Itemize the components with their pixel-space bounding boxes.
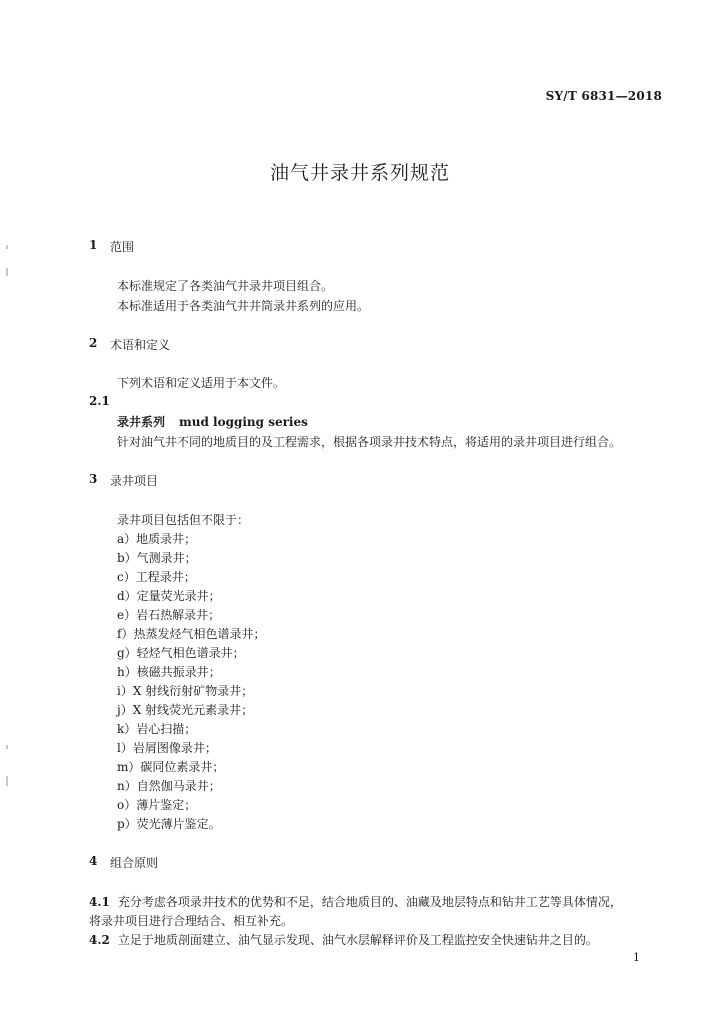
standard-code: SY/T 6831—2018 bbox=[545, 89, 662, 103]
term-entry bbox=[117, 413, 308, 430]
section-2-intro: 下列术语和定义适用于本文件。 bbox=[117, 376, 286, 390]
list-item: g）轻烃气相色谱录井； bbox=[117, 646, 245, 660]
clause-4-1-continued: 将录井项目进行合理结合、相互补充。 bbox=[89, 914, 294, 928]
list-item: i）X 射线衍射矿物录井； bbox=[117, 684, 254, 698]
section-2-title: 术语和定义 bbox=[110, 338, 171, 352]
clause-4-1 bbox=[89, 893, 622, 910]
page-number: 1 bbox=[633, 951, 640, 964]
section-1-paragraph: 本标准适用于各类油气井井筒录井系列的应用。 bbox=[117, 299, 370, 313]
list-item: f）热蒸发烃气相色谱录井； bbox=[117, 627, 266, 641]
scan-mark bbox=[6, 268, 8, 276]
list-item: j）X 射线荧光元素录井； bbox=[117, 703, 254, 717]
section-2-number: 2 bbox=[89, 336, 98, 350]
clause-number: 4.2 bbox=[89, 933, 110, 947]
list-item: m）碳同位素录井； bbox=[117, 760, 225, 774]
list-item: b）气测录井； bbox=[117, 551, 197, 565]
clause-text: 立足于地质剖面建立、油气显示发现、油气水层解释评价及工程监控安全快速钻井之目的。 bbox=[117, 933, 598, 947]
list-item: l）岩屑图像录井； bbox=[117, 741, 217, 755]
list-item: a）地质录井； bbox=[117, 532, 197, 546]
section-1-paragraph: 本标准规定了各类油气井录井项目组合。 bbox=[117, 279, 334, 293]
term-number: 2.1 bbox=[89, 394, 110, 408]
list-item: d）定量荧光录井； bbox=[117, 589, 221, 603]
list-item: o）薄片鉴定； bbox=[117, 798, 197, 812]
list-item: n）自然伽马录井； bbox=[117, 779, 221, 793]
section-3-intro: 录井项目包括但不限于： bbox=[117, 513, 250, 527]
document-title: 油气井录井系列规范 bbox=[269, 162, 450, 184]
list-item: e）岩石热解录井； bbox=[117, 608, 221, 622]
scan-mark bbox=[6, 245, 8, 249]
clause-text: 充分考虑各项录井技术的优势和不足，结合地质目的、油藏及地层特点和钻井工艺等具体情况， bbox=[117, 895, 622, 909]
scan-mark bbox=[6, 776, 8, 786]
list-item: p）荧光薄片鉴定。 bbox=[117, 817, 221, 831]
section-1-number: 1 bbox=[89, 238, 98, 252]
term-english: mud logging series bbox=[179, 415, 308, 429]
clause-4-2 bbox=[89, 931, 598, 948]
section-4-number: 4 bbox=[89, 854, 98, 868]
scan-mark bbox=[6, 745, 8, 749]
list-item: h）核磁共振录井； bbox=[117, 665, 221, 679]
section-3-title: 录井项目 bbox=[110, 474, 159, 488]
term-definition: 针对油气井不同的地质目的及工程需求，根据各项录井技术特点，将适用的录井项目进行组合。 bbox=[117, 435, 622, 449]
term-chinese: 录井系列 bbox=[117, 415, 166, 429]
section-1-title: 范围 bbox=[110, 240, 135, 254]
list-item: c）工程录井； bbox=[117, 570, 196, 584]
section-4-title: 组合原则 bbox=[110, 856, 159, 870]
section-3-number: 3 bbox=[89, 472, 98, 486]
list-item: k）岩心扫描； bbox=[117, 722, 197, 736]
clause-number: 4.1 bbox=[89, 895, 110, 909]
